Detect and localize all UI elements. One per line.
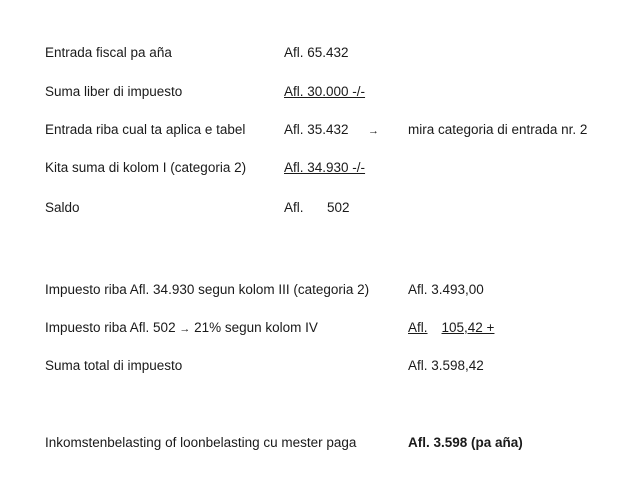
label-balance: Saldo <box>45 200 80 215</box>
label-tax-free-amount: Suma liber di impuesto <box>45 84 183 99</box>
label-total-tax: Suma total di impuesto <box>45 358 183 373</box>
right-arrow-icon: → <box>368 125 379 137</box>
value-taxable-income: Afl. 35.432 <box>284 122 349 137</box>
label-income-tax-due: Inkomstenbelasting of loonbelasting cu mester paga <box>45 435 357 450</box>
label-taxable-income: Entrada riba cual ta aplica e tabel <box>45 122 246 137</box>
value-income-tax-due: Afl. 3.598 (pa aña) <box>408 435 523 450</box>
value-tax-column-four <box>408 320 494 336</box>
value-total-tax: Afl. 3.598,42 <box>408 358 484 373</box>
label-subtract-column-one: Kita suma di kolom I (categoria 2) <box>45 160 247 175</box>
value-balance-amount: 502 <box>327 200 350 215</box>
value-fiscal-income: Afl. 65.432 <box>284 45 349 60</box>
value-tax-column-four-prefix: Afl. <box>408 320 428 335</box>
value-tax-free-amount: Afl. 30.000 -/- <box>284 84 366 99</box>
label-tax-column-four-part-b: 21% segun kolom IV <box>194 320 318 335</box>
label-tax-column-four <box>45 320 318 337</box>
label-fiscal-income: Entrada fiscal pa aña <box>45 45 172 60</box>
note-income-category: mira categoria di entrada nr. 2 <box>408 122 588 137</box>
label-tax-column-four-part-a: Impuesto riba Afl. 502 <box>45 320 176 335</box>
value-tax-column-four-amount: 105,42 + <box>441 320 495 335</box>
value-balance-prefix: Afl. <box>284 200 304 215</box>
value-subtract-column-one: Afl. 34.930 -/- <box>284 160 366 175</box>
label-tax-column-three: Impuesto riba Afl. 34.930 segun kolom III (categoria 2) <box>45 282 370 297</box>
right-arrow-icon: → <box>179 323 191 335</box>
value-tax-column-three: Afl. 3.493,00 <box>408 282 484 297</box>
